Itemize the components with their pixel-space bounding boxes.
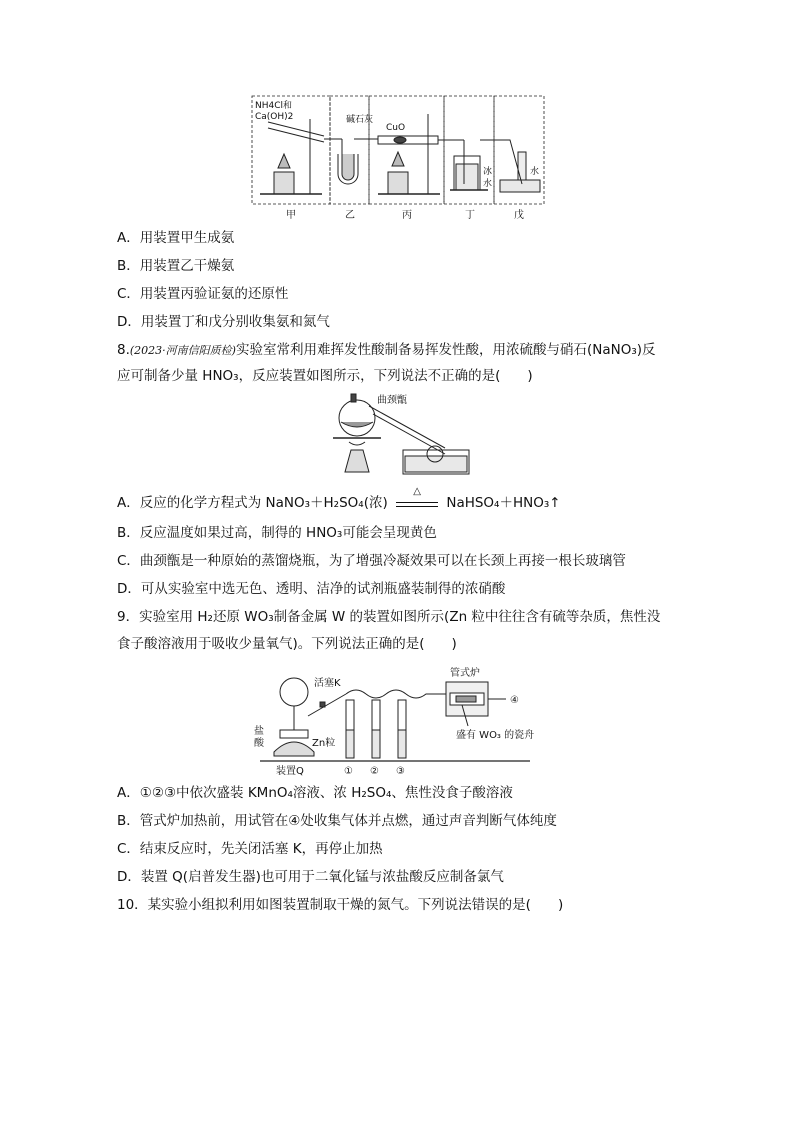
unit-label-wu: 戊 <box>514 210 524 221</box>
water-label: 水 <box>530 167 540 177</box>
reagent-label: NH4Cl和 <box>255 101 293 111</box>
retort-label: 曲颈甑 <box>377 395 407 406</box>
soda-lime-label: 碱石灰 <box>346 115 374 125</box>
q8-source: (2023·河南信阳质检) <box>129 344 236 357</box>
ammonia-apparatus-figure <box>250 94 548 222</box>
acid-label-1: 盐 <box>254 726 264 737</box>
q9-option-c: C．结束反应时，先关闭活塞 K，再停止加热 <box>117 841 383 857</box>
q8-option-a <box>117 486 561 513</box>
q8-option-a-prefix: A．反应的化学方程式为 NaNO₃＋H₂SO₄(浓) <box>117 495 388 511</box>
unit-label-ding: 丁 <box>465 210 475 221</box>
boat-label: 盛有 WO₃ 的瓷舟 <box>456 730 535 741</box>
q9-option-a: A．①②③中依次盛装 KMnO₄溶液、浓 H₂SO₄、焦性没食子酸溶液 <box>117 785 513 801</box>
q10-stem: 10．某实验小组拟利用如图装置制取干燥的氮气。下列说法错误的是( ) <box>117 897 564 913</box>
q8-option-a-suffix: NaHSO₄＋HNO₃↑ <box>446 495 561 511</box>
q8-stem-text: 实验室常利用难挥发性酸制备易挥发性酸，用浓硫酸与硝石(NaNO₃)反 <box>235 342 656 358</box>
heat-symbol: △ <box>413 486 421 497</box>
q8-option-d: D．可从实验室中选无色、透明、洁净的试剂瓶盛装制得的浓硝酸 <box>117 581 506 597</box>
unit-label-yi: 乙 <box>345 210 355 221</box>
unit-label-bing: 丙 <box>402 210 412 221</box>
bottle-2-label: ② <box>370 766 379 777</box>
bottle-3-label: ③ <box>396 766 405 777</box>
q9-stem-line2: 食子酸溶液用于吸收少量氧气)。下列说法正确的是( ) <box>117 636 457 652</box>
q9-stem-line1: 9．实验室用 H₂还原 WO₃制备金属 W 的装置如图所示(Zn 粒中往往含有硫等杂质，焦性没 <box>117 609 661 625</box>
ice-label-2: 水 <box>483 179 493 189</box>
cuo-label: CuO <box>386 123 406 133</box>
ice-label-1: 冰 <box>483 167 493 177</box>
reagent-label-2: Ca(OH)2 <box>255 112 294 122</box>
q9-option-d: D．装置 Q(启普发生器)也可用于二氧化锰与浓盐酸反应制备氯气 <box>117 869 504 885</box>
q8-stem-line2: 应可制备少量 HNO₃，反应装置如图所示，下列说法不正确的是( ) <box>117 368 533 384</box>
q8-number: 8. <box>117 342 130 358</box>
h2-reduction-figure <box>250 660 550 780</box>
q7-option-b: B．用装置乙干燥氨 <box>117 258 235 274</box>
bottle-1-label: ① <box>344 766 353 777</box>
retort-figure <box>325 392 475 484</box>
acid-label-2: 酸 <box>254 738 264 749</box>
q7-option-c: C．用装置丙验证氨的还原性 <box>117 286 289 302</box>
q8-option-b: B．反应温度如果过高，制得的 HNO₃可能会呈现黄色 <box>117 525 437 541</box>
q9-option-b: B．管式炉加热前，用试管在④处收集气体并点燃，通过声音判断气体纯度 <box>117 813 557 829</box>
q7-option-a: A．用装置甲生成氨 <box>117 230 235 246</box>
valve-label: 活塞K <box>314 678 341 689</box>
device-q-label: 装置Q <box>276 766 304 777</box>
furnace-label: 管式炉 <box>450 668 480 679</box>
zn-label: Zn粒 <box>312 738 336 749</box>
q8-option-c: C．曲颈甑是一种原始的蒸馏烧瓶，为了增强冷凝效果可以在长颈上再接一根长玻璃管 <box>117 553 626 569</box>
q7-option-d: D．用装置丁和戊分别收集氨和氮气 <box>117 314 330 330</box>
unit-label-jia: 甲 <box>286 210 296 221</box>
outlet-4-label: ④ <box>510 695 519 706</box>
q8-stem-line1 <box>117 340 656 361</box>
reaction-condition-arrow <box>396 486 438 507</box>
